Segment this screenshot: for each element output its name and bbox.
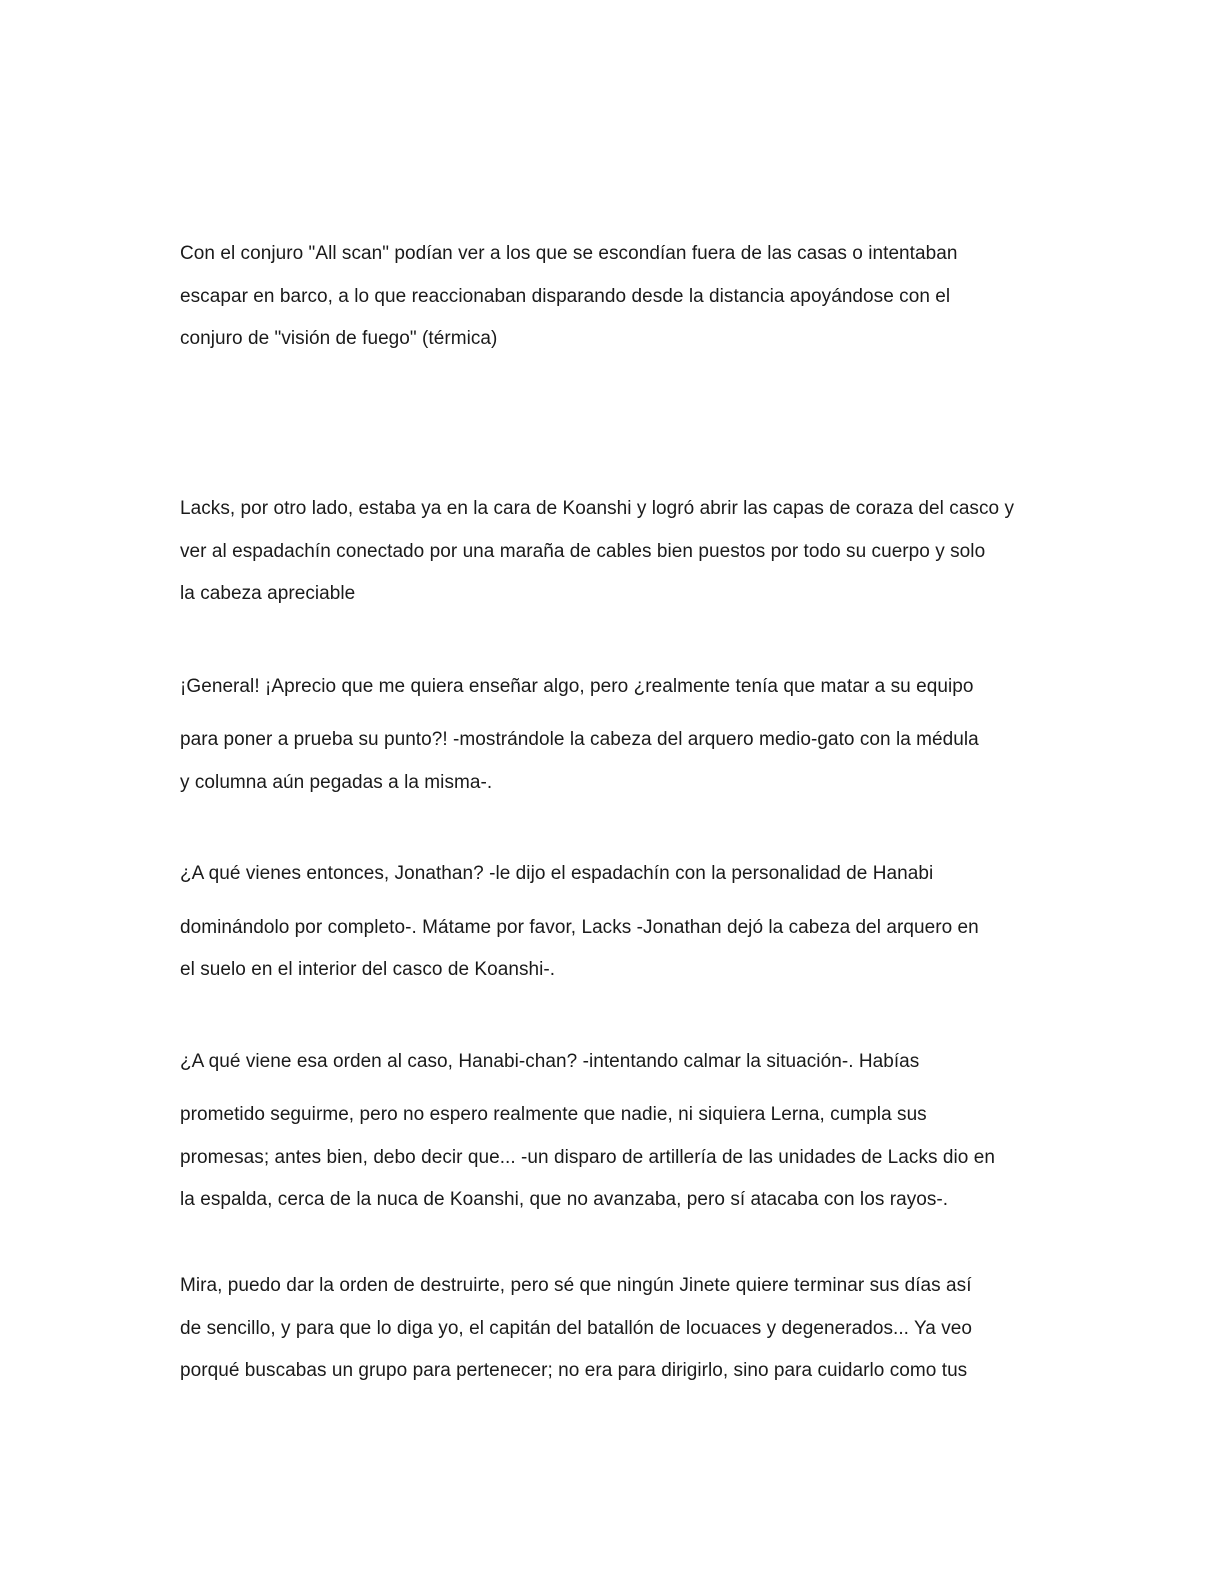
text-line: y columna aún pegadas a la misma-.: [180, 772, 493, 793]
text-line: la cabeza apreciable: [180, 583, 356, 604]
text-line: conjuro de "visión de fuego" (térmica): [180, 328, 498, 349]
text-line: promesas; antes bien, debo decir que... -un disparo de artillería de las unidades de Lacks dio en: [180, 1147, 995, 1168]
text-line: ver al espadachín conectado por una maraña de cables bien puestos por todo su cuerpo y solo: [180, 541, 986, 562]
text-line: Lacks, por otro lado, estaba ya en la cara de Koanshi y logró abrir las capas de coraza del casco y: [180, 498, 1015, 519]
text-line: la espalda, cerca de la nuca de Koanshi, que no avanzaba, pero sí atacaba con los rayos-.: [180, 1189, 949, 1210]
text-line: para poner a prueba su punto?! -mostrándole la cabeza del arquero medio-gato con la médula: [180, 729, 979, 750]
text-line: Con el conjuro "All scan" podían ver a los que se escondían fuera de las casas o intentaban: [180, 243, 958, 264]
text-line: Mira, puedo dar la orden de destruirte, pero sé que ningún Jinete quiere terminar sus días así: [180, 1275, 972, 1296]
text-line: prometido seguirme, pero no espero realmente que nadie, ni siquiera Lerna, cumpla sus: [180, 1104, 927, 1125]
text-line: ¿A qué viene esa orden al caso, Hanabi-chan? -intentando calmar la situación-. Habías: [180, 1051, 920, 1072]
text-line: el suelo en el interior del casco de Koanshi-.: [180, 959, 556, 980]
text-line: porqué buscabas un grupo para pertenecer; no era para dirigirlo, sino para cuidarlo como tus: [180, 1360, 968, 1381]
text-line: de sencillo, y para que lo diga yo, el capitán del batallón de locuaces y degenerados... Ya veo: [180, 1318, 973, 1339]
text-line: ¡General! ¡Aprecio que me quiera enseñar algo, pero ¿realmente tenía que matar a su equipo: [180, 676, 974, 697]
text-line: ¿A qué vienes entonces, Jonathan? -le dijo el espadachín con la personalidad de Hanabi: [180, 863, 934, 884]
text-line: escapar en barco, a lo que reaccionaban disparando desde la distancia apoyándose con el: [180, 286, 951, 307]
text-line: dominándolo por completo-. Mátame por favor, Lacks -Jonathan dejó la cabeza del arquero en: [180, 917, 979, 938]
